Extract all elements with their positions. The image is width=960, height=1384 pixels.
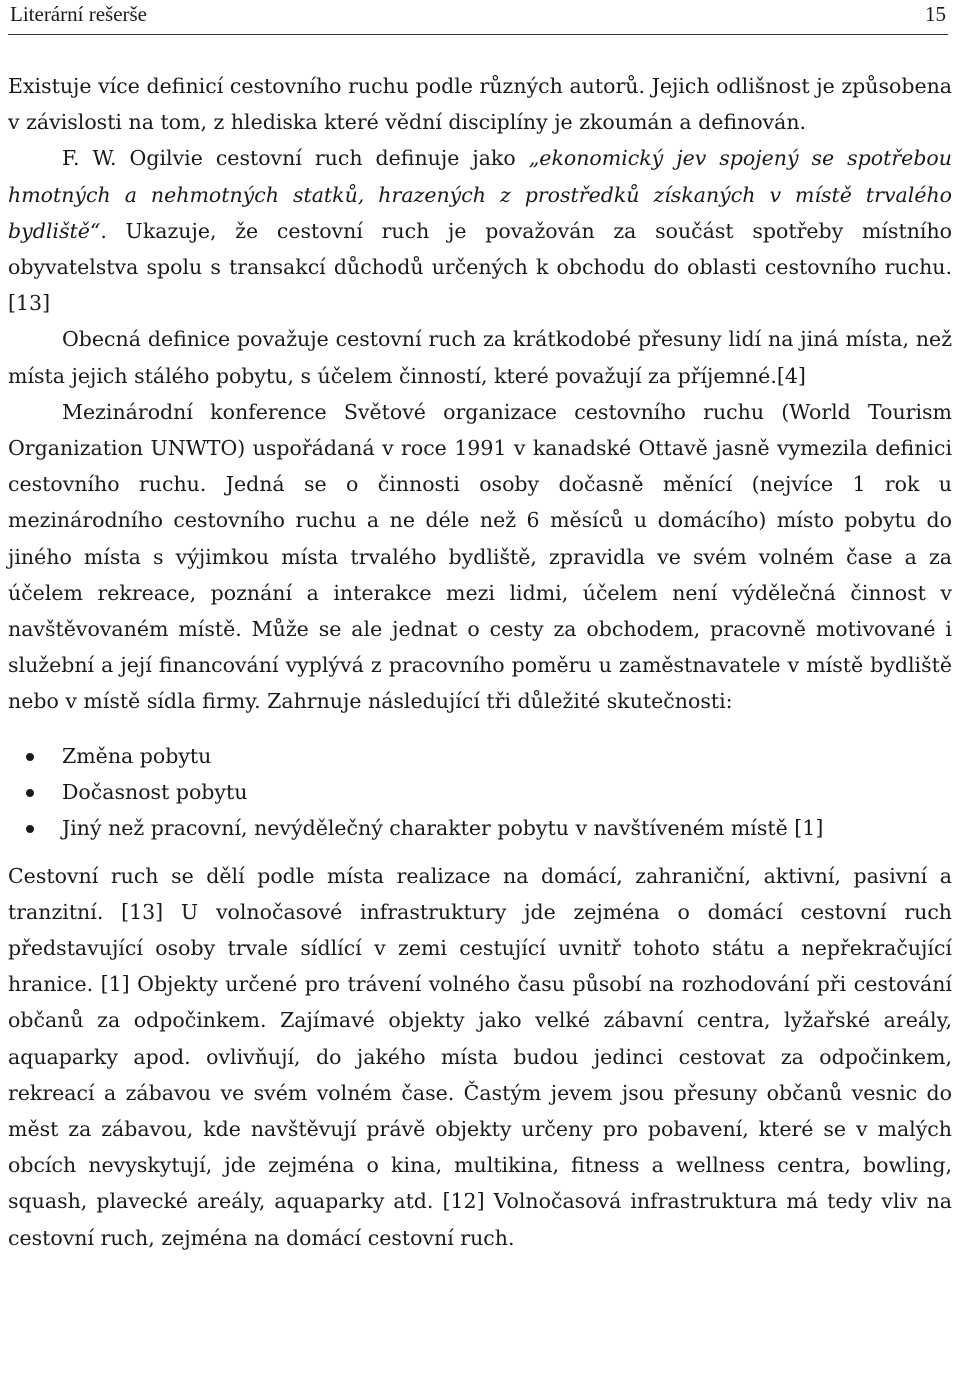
header-title: Literární rešerše [10,2,148,26]
page-header [8,0,948,35]
paragraph-ogilvie-definition [8,140,952,321]
paragraph-text: F. W. Ogilvie cestovní ruch definuje jako [62,146,529,171]
paragraph-tourism-types: Cestovní ruch se dělí podle místa realizace na domácí, zahraniční, aktivní, pasivní a tranzitní. [13] U volnočasové infrastruktury jde zejména o domácí cestovní ruch představující osoby trvale sídlící v zemi cestující uvnitř tohoto státu a nepřekračující hranice. [1] Objekty určené pro trávení volného času působí na rozhodování při cestování občanů za odpočinkem. Zajímavé objekty jako velké zábavní centra, lyžařské areály, aquaparky apod. ovlivňují, do jakého místa budou jedinci cestovat za odpočinkem, rekreací a zábavou ve svém volném čase. Častým jevem jsou přesuny občanů vesnic do měst za zábavou, kde navštěvují právě objekty určeny pro pobavení, které se v malých obcích nevyskytují, jde zejména o kina, multikina, fitness a wellness centra, bowling, squash, plavecké areály, aquaparky atd. [12] Volnočasová infrastruktura má tedy vliv na cestovní ruch, zejména na domácí cestovní ruch. [8,863,952,1250]
document-body [8,68,952,1256]
paragraph-unwto-definition: Mezinárodní konference Světové organizace cestovního ruchu (World Tourism Organization UNWTO) uspořádaná v roce 1991 v kanadské Ottavě jasně vymezila definici cestovního ruchu. Jedná se o činnosti osoby dočasně měnící (nejvíce 1 rok u mezinárodního cestovního ruchu a ne déle než 6 měsíců u domácího) místo pobytu do jiného místa s výjimkou místa trvalého bydliště, zpravidla ve svém volném čase a za účelem rekreace, poznání a interakce mezi lidmi, účelem není výdělečná činnost v navštěvovaném místě. Může se ale jednat o cesty za obchodem, pracovně motivované i služební a její financování vyplývá z pracovního poměru u zaměstnavatele v místě bydliště nebo v místě sídla firmy. Zahrnuje následující tři důležité skutečnosti: [8,399,952,714]
bullet-item: Jiný než pracovní, nevýdělečný charakter pobytu v navštíveném místě [1] [62,810,952,846]
paragraph-definitions-intro: Existuje více definicí cestovního ruchu podle různých autorů. Jejich odlišnost je způsobena v závislosti na tom, z hlediska které vědní disciplíny je zkoumán a definován. [8,74,952,135]
bullet-item: Dočasnost pobytu [62,774,952,810]
paragraph-general-definition: Obecná definice považuje cestovní ruch za krátkodobé přesuny lidí na jiná místa, než místa jejich stálého pobytu, s účelem činností, které považují za příjemné.[4] [8,327,952,388]
bullet-list [8,738,952,846]
quoted-definition: „ekonomický jev spojený se spotřebou hmotných a nehmotných statků, hrazených z prostředků získaných v místě trvalého bydliště“ [8,146,952,243]
page-number: 15 [925,2,946,26]
bullet-item: Změna pobytu [62,738,952,774]
paragraph-text: . Ukazuje, že cestovní ruch je považován za součást spotřeby místního obyvatelstva spolu s transakcí důchodů určených k obchodu do oblasti cestovního ruchu. [13] [8,218,952,316]
